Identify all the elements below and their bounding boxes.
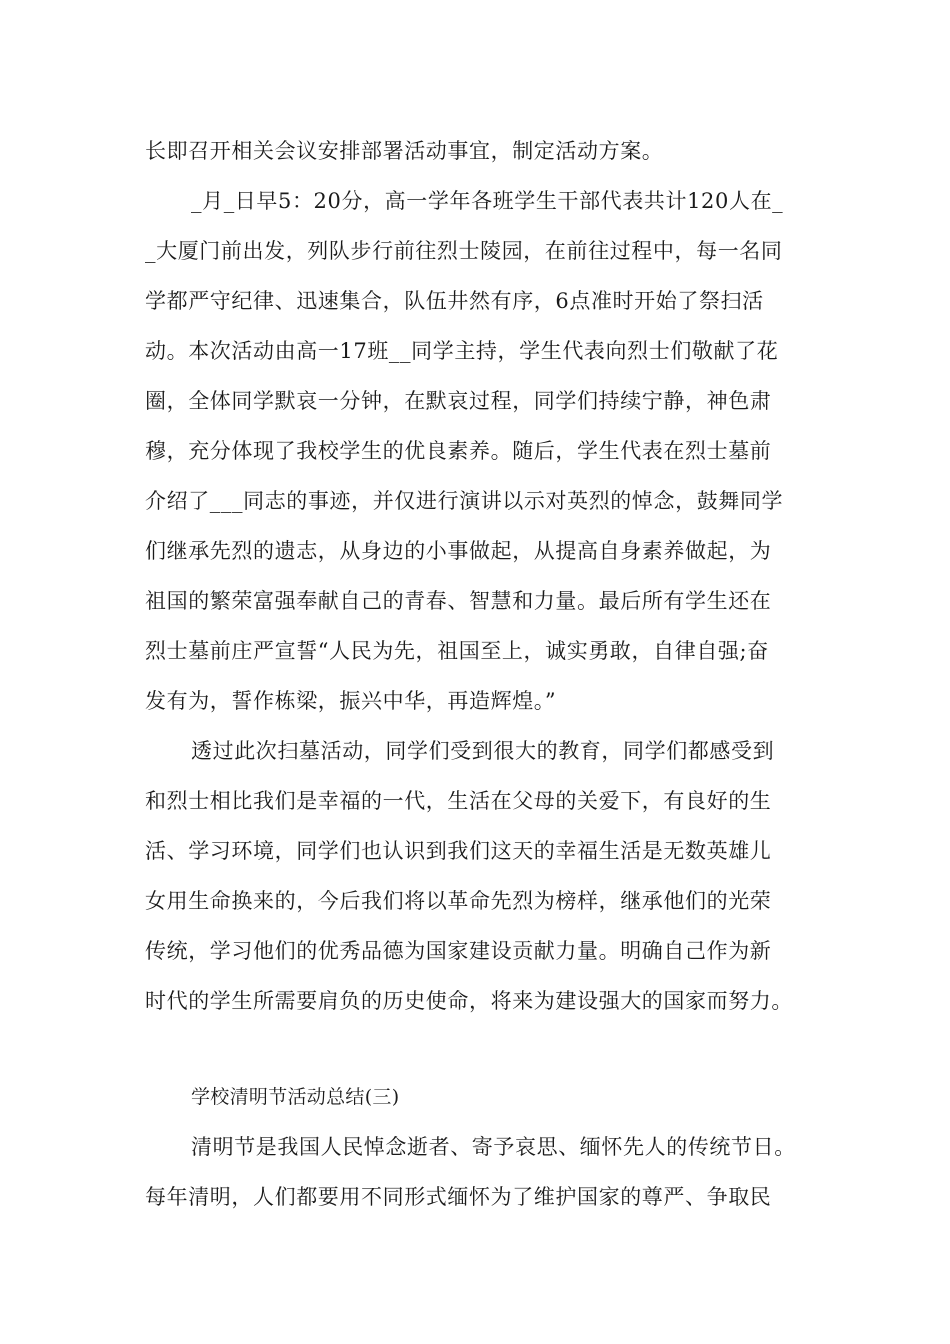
- paragraph-line: _月_日早5：20分，高一学年各班学生干部代表共计120人在_: [191, 189, 784, 213]
- paragraph-line: 透过此次扫墓活动，同学们受到很大的教育，同学们都感受到: [191, 739, 775, 763]
- paragraph-line: 和烈士相比我们是幸福的一代，生活在父母的关爱下，有良好的生: [145, 789, 772, 813]
- paragraph-line: 们继承先烈的遗志，从身边的小事做起，从提高自身素养做起，为: [145, 539, 772, 563]
- paragraph-line: 圈，全体同学默哀一分钟，在默哀过程，同学们持续宁静，神色肃: [145, 389, 772, 413]
- paragraph-line: 时代的学生所需要肩负的历史使命，将来为建设强大的国家而努力。: [145, 989, 793, 1013]
- paragraph-line: 穆，充分体现了我校学生的优良素养。随后，学生代表在烈士墓前: [145, 439, 772, 463]
- paragraph-line: 介绍了___同志的事迹，并仅进行演讲以示对英烈的悼念，鼓舞同学: [145, 489, 784, 513]
- paragraph-line: 传统，学习他们的优秀品德为国家建设贡献力量。明确自己作为新: [145, 939, 772, 963]
- paragraph-line: 长即召开相关会议安排部署活动事宜，制定活动方案。: [145, 139, 664, 163]
- paragraph-line: 祖国的繁荣富强奉献自己的青春、智慧和力量。最后所有学生还在: [145, 589, 772, 613]
- paragraph-line: 学都严守纪律、迅速集合，队伍井然有序，6点准时开始了祭扫活: [145, 289, 764, 313]
- paragraph-line: _大厦门前出发，列队步行前往烈士陵园，在前往过程中，每一名同: [145, 239, 783, 263]
- paragraph-line: 活、学习环境，同学们也认识到我们这天的幸福生活是无数英雄儿: [145, 839, 772, 863]
- section-heading: 学校清明节活动总结(三): [191, 1086, 400, 1108]
- paragraph-line: 女用生命换来的，今后我们将以革命先烈为榜样，继承他们的光荣: [145, 889, 772, 913]
- paragraph-line: 动。本次活动由高一17班__同学主持，学生代表向烈士们敬献了花: [145, 339, 779, 363]
- paragraph-line: 清明节是我国人民悼念逝者、寄予哀思、缅怀先人的传统节日。: [191, 1135, 796, 1159]
- paragraph-line: 每年清明，人们都要用不同形式缅怀为了维护国家的尊严、争取民: [145, 1185, 772, 1209]
- paragraph-line: 烈士墓前庄严宣誓“人民为先，祖国至上，诚实勇敢，自律自强;奋: [145, 639, 769, 663]
- paragraph-line: 发有为，誓作栋梁，振兴中华，再造辉煌。”: [145, 689, 557, 713]
